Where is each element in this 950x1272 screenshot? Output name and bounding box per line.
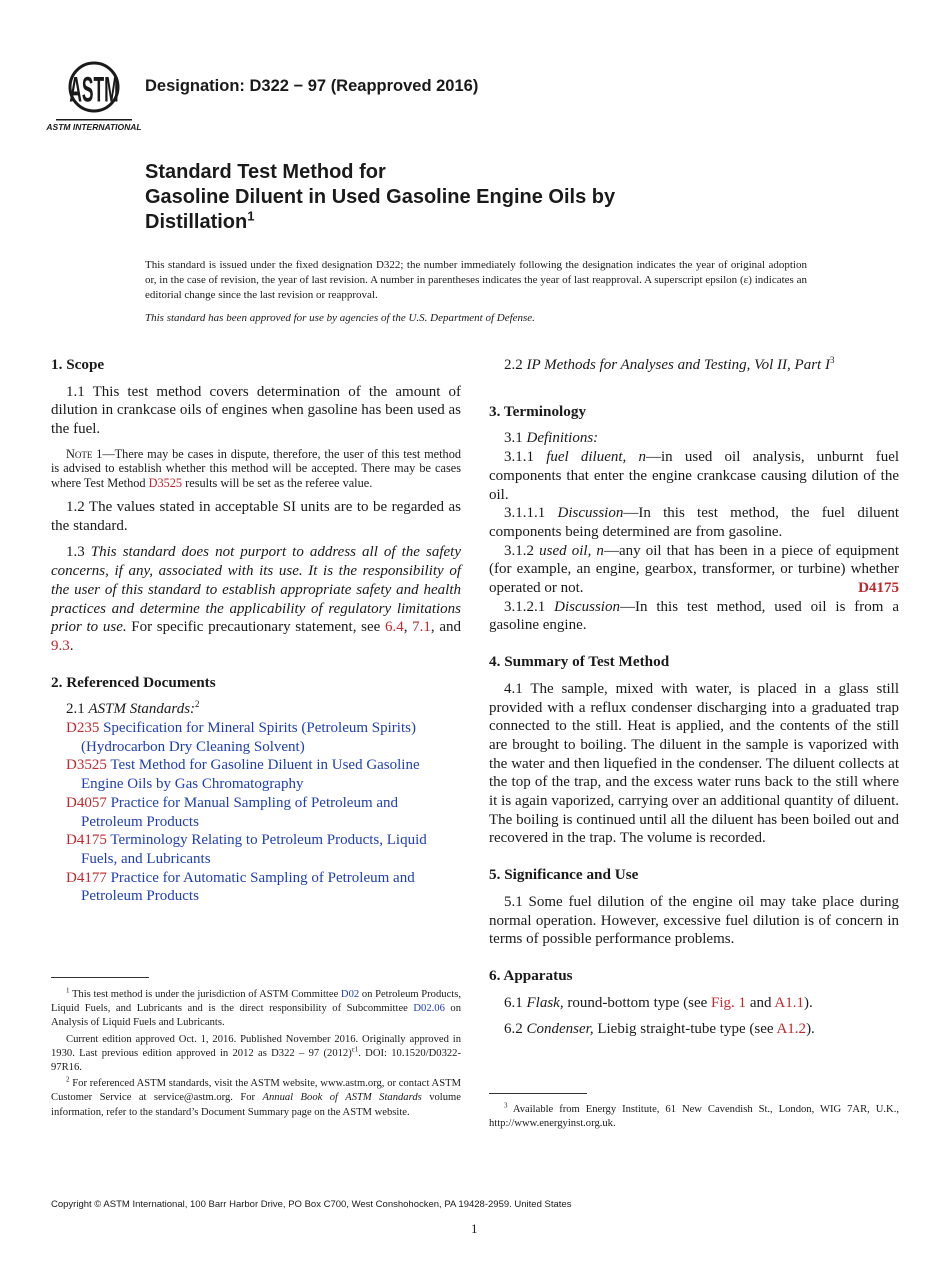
link-fig-1[interactable]: Fig. 1 — [711, 994, 747, 1011]
para-1-2: 1.2 The values stated in acceptable SI units are to be regarded as the standard. — [51, 499, 461, 534]
para-3-1-1: 3.1.1 fuel diluent, n—in used oil analysis, unburnt fuel components that enter the engine crankcase causing dilution of the oil. — [489, 449, 900, 503]
section-2-heading: 2. Referenced Documents — [51, 673, 216, 691]
reference-item[interactable] — [51, 719, 461, 756]
para-4-1: 4.1 The sample, mixed with water, is placed in a glass still provided with a reflux condenser discharging into a graduated trap connected to the still. Heat is applied, and the contents of the still are brought to boiling. The diluent in the sample is vaporized with the water and then liquefied in the condenser. The diluent collects at the top of the trap, and the excess water runs back to the still where it is again vaporized, carrying over an additional quantity of diluent. The boiling is continued until all the diluent has been boiled out and recovered in the trap. The volume is recorded. — [489, 680, 899, 847]
reference-item[interactable] — [51, 869, 461, 906]
link-6-4[interactable]: 6.4 — [384, 619, 404, 636]
footnote-2-ref[interactable]: 2 — [195, 699, 200, 710]
designation: Designation: D322 − 97 (Reapproved 2016) — [145, 77, 479, 95]
svg-text:ASTM: ASTM — [69, 69, 119, 109]
link-subcommittee-d02-06[interactable]: D02.06 — [413, 1003, 445, 1015]
link-a1-1[interactable]: A1.1 — [774, 994, 804, 1011]
section-6-heading: 6. Apparatus — [489, 966, 573, 984]
reference-item[interactable] — [51, 831, 461, 868]
footnote-1: $^1$ This test method is under the jurisdiction of ASTM Committee D02 on Petroleum Products, Liquid Fuels, and Lubricants and is the direct responsibility of Subcommittee D02.06 on Analysis of Liquid Fuels and Lubricants. — [51, 986, 461, 1029]
link-7-1[interactable]: 7.1 — [412, 619, 431, 636]
footnote-rule-right — [489, 1093, 587, 1094]
para-2-2: 2.2 IP Methods for Analyses and Testing, Vol II, Part $I^3$ — [504, 355, 835, 373]
link-d4175-term[interactable]: D4175 — [858, 580, 899, 597]
footnote-3-ref[interactable]: 3 — [829, 355, 835, 365]
document-title — [145, 160, 615, 235]
footnote-rule-left — [51, 977, 149, 978]
para-3-1-2-1: 3.1.2.1 Discussion—In this test method, used oil is from a gasoline engine. — [489, 598, 899, 634]
reference-item[interactable] — [51, 794, 461, 831]
logo-wordmark: ASTM INTERNATIONAL — [46, 122, 142, 132]
ref-title[interactable]: Practice for Automatic Sampling of Petroleum and Petroleum Products — [81, 869, 415, 905]
ref-title[interactable]: Test Method for Gasoline Diluent in Used Gasoline Engine Oils by Gas Chromatography — [81, 757, 420, 793]
page-number: 1 — [471, 1221, 478, 1236]
ref-code-d4175[interactable]: D4175 — [66, 832, 107, 849]
title-line-3: Distillation — [145, 211, 248, 233]
footnote-2: $^2$ For referenced ASTM standards, visit the ASTM website, www.astm.org, or contact ASTM Customer Service at service@astm.org. For Annual Book of ASTM Standards volume information, refer to the standard’s Document Summary page on the ASTM website. — [51, 1075, 461, 1118]
left-column — [51, 356, 461, 906]
ref-code-d235[interactable]: D235 — [66, 720, 100, 737]
para-1-1: 1.1 This test method covers determination of the amount of dilution in crankcase oils of engines when gasoline has been used as the fuel. — [51, 383, 461, 438]
para-2-1: 2.1 ASTM Standards:$^2$ — [66, 699, 200, 718]
ref-title[interactable]: Practice for Manual Sampling of Petroleum and Petroleum Products — [81, 794, 399, 830]
note-1: Note 1—There may be cases in dispute, therefore, the user of this test method is advised to establish whether this method will be accepted. There may be cases where Test Method D3525 results will be set as the referee value. — [51, 446, 461, 490]
dod-approval-note: This standard has been approved for use by agencies of the U.S. Department of Defense. — [145, 312, 535, 324]
footnotes-left — [51, 988, 461, 1120]
para-3-1-2: 3.1.2 used oil, n—any oil that has been in a piece of equipment (for example, an engine, gearbox, transformer, or turbine) whether operated or not. — [489, 542, 900, 597]
ref-title[interactable]: Specification for Mineral Spirits (Petroleum Spirits) (Hydrocarbon Dry Cleaning Solvent) — [81, 720, 416, 755]
section-3-heading: 3. Terminology — [489, 402, 587, 420]
para-6-1: 6.1 Flask, round-bottom type (see Fig. 1 and A1.1). — [504, 994, 813, 1011]
ref-code-d4177[interactable]: D4177 — [66, 869, 107, 886]
link-d3525-note[interactable]: D3525 — [148, 475, 183, 490]
footnote-3: $^3$ Available from Energy Institute, 61 New Cavendish St., London, WIG 7AR, U.K., http://www.energyinst.org.uk. — [489, 1101, 899, 1130]
title-line-2: Gasoline Diluent in Used Gasoline Engine Oils by — [145, 186, 616, 208]
note-label: Note — [66, 446, 93, 461]
reference-item[interactable] — [51, 756, 461, 793]
copyright-line: Copyright © ASTM International, 100 Barr Harbor Drive, PO Box C700, West Conshohocken, PA 19428-2959. United States — [51, 1199, 572, 1210]
ref-title[interactable]: Terminology Relating to Petroleum Products, Liquid Fuels, and Lubricants — [81, 832, 427, 867]
title-line-1: Standard Test Method for — [145, 161, 386, 183]
astm-logo — [46, 56, 142, 134]
title-footnote-ref[interactable]: 1 — [247, 208, 255, 224]
link-a1-2[interactable]: A1.2 — [776, 1021, 807, 1038]
para-3-1: 3.1 Definitions: — [504, 430, 599, 447]
section-1-heading: 1. Scope — [51, 356, 105, 373]
right-column — [489, 356, 899, 1039]
para-5-1: 5.1 Some fuel dilution of the engine oil may take place during normal operation. However, excessive fuel dilution is of concern in terms of possible performance problems. — [489, 893, 899, 948]
link-committee-d02[interactable]: D02 — [340, 989, 360, 1000]
section-4-heading: 4. Summary of Test Method — [489, 653, 670, 671]
intro-paragraph: This standard is issued under the fixed designation D322; the number immediately following the designation indicates the year of original adoption or, in the case of revision, the year of last revision. A number in parentheses indicates the year of last reapproval. A superscript epsilon (ε) indicates an editorial change since the last revision or reapproval. — [145, 259, 807, 301]
para-1-3: 1.3 This standard does not purport to address all of the safety concerns, if any, associated with its use. It is the responsibility of the user of this standard to establish appropriate safety and health practices and determine the applicability of regulatory limitations prior to use. For specific precautionary statement, see 6.4, 7.1, and 9.3. — [51, 544, 461, 654]
footnote-1-edition: Current edition approved Oct. 1, 2016. Published November 2016. Originally approved in 1930. Last previous edition approved in 2012 as D322 – 97 $(2012)^{\varepsilon 1}$. DOI: 10.1520/D0322-97R16. — [51, 1033, 461, 1074]
para-3-1-1-1: 3.1.1.1 Discussion—In this test method, the fuel diluent components being determined are from gasoline. — [489, 505, 899, 540]
section-5-heading: 5. Significance and Use — [489, 866, 639, 884]
ref-code-d4057[interactable]: D4057 — [66, 794, 107, 811]
footnotes-right — [489, 1103, 899, 1131]
ref-code-d3525[interactable]: D3525 — [66, 757, 107, 774]
link-9-3[interactable]: 9.3 — [51, 637, 70, 654]
para-6-2: 6.2 Condenser, Liebig straight-tube type (see A1.2). — [504, 1021, 815, 1038]
